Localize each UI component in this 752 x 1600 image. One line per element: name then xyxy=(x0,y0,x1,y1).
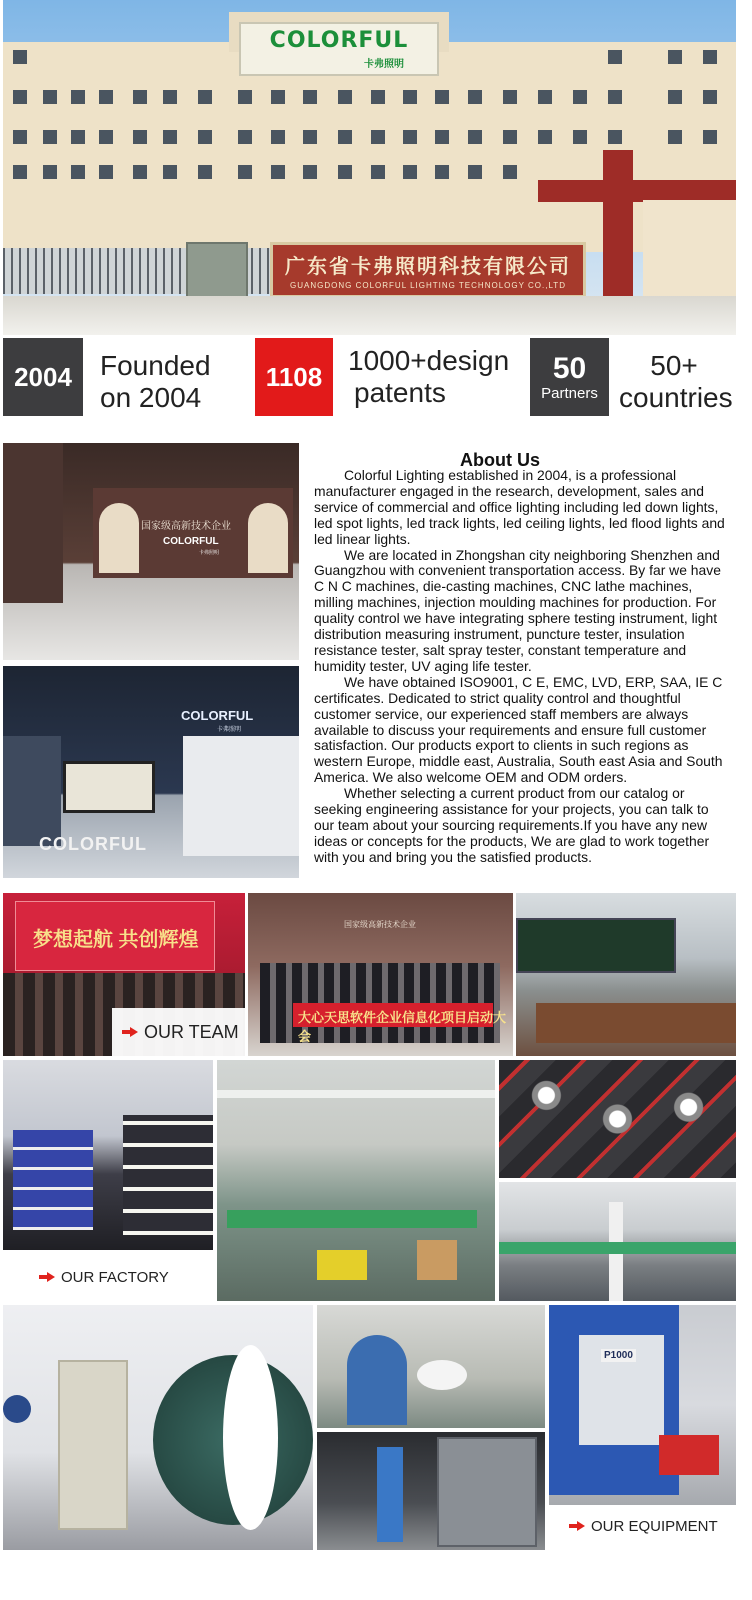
machine-label: P1000 xyxy=(601,1349,636,1362)
showroom-wall-logo: COLORFUL xyxy=(163,536,219,547)
rooftop-logo-cn: 卡弗照明 xyxy=(364,59,404,70)
our-equipment-label xyxy=(549,1505,736,1547)
cnc-machine-photo xyxy=(549,1305,736,1505)
showroom-wall-photo xyxy=(3,443,299,660)
stat-founded-line1: Founded xyxy=(100,350,211,381)
rooftop-logo-sign xyxy=(239,22,439,76)
team-banner-cn: 梦想起航 共创辉煌 xyxy=(33,929,199,951)
office-photo xyxy=(516,893,736,1056)
gate-sign-en: GUANGDONG COLORFUL LIGHTING TECHNOLOGY CO.,LTD xyxy=(290,281,566,290)
red-gate-pillar xyxy=(603,150,633,310)
stat-patents-line2: patents xyxy=(354,377,446,408)
stat-partners-sub: Partners xyxy=(541,384,598,402)
stat-countries-line1: 50+ xyxy=(650,350,698,381)
pavement xyxy=(3,296,736,335)
test-chamber-photo xyxy=(317,1432,545,1550)
lab-microscope-photo xyxy=(317,1305,545,1428)
about-paragraph-2: We are located in Zhongshan city neighboring Shenzhen and Guangzhou with convenient transportation access. By far we have C N C machines, die-casting machines, CNC lathe machines, milling machines, injection moulding machines for production. For quality control we have integrating sphere testing instrument, light distribution measuring instrument, puncture tester, insulation resistance tester, salt spray tester, constant temperature and humidity tester, UV aging life tester. xyxy=(314,546,721,674)
warehouse-photo xyxy=(3,1060,213,1250)
showroom-wall-cn: 国家级高新技术企业 xyxy=(141,521,231,532)
floor-logo: COLORFUL xyxy=(39,834,147,854)
downlight-products-photo xyxy=(499,1060,736,1178)
team-banner2-cn: 大心天思软件企业信息化项目启动大会 xyxy=(298,1010,507,1044)
store-logo: COLORFUL xyxy=(181,708,254,723)
assembly-line-photo xyxy=(217,1060,495,1301)
gate-sign-cn: 广东省卡弗照明科技有限公司 xyxy=(285,256,571,278)
our-equipment-text: OUR EQUIPMENT xyxy=(591,1517,718,1535)
stat-patents-text xyxy=(348,345,509,409)
red-arrow-icon xyxy=(39,1272,55,1282)
our-factory-text: OUR FACTORY xyxy=(61,1268,169,1286)
integrating-sphere-photo xyxy=(3,1305,313,1550)
about-paragraph-1: Colorful Lighting established in 2004, is a professional manufacturer engaged in the research, development, sales and service of commercial and office lighting including led down lights, led spot lights, led track lights, led ceiling lights, led flood lights and led linear lights. xyxy=(314,467,725,547)
company-gate-sign xyxy=(270,242,586,298)
our-team-text: OUR TEAM xyxy=(144,1021,239,1042)
store-logo-sub: 卡弗照明 xyxy=(217,727,242,733)
about-paragraph-3: We have obtained ISO9001, C E, EMC, LVD, ERP, SAA, IE C certificates. Dedicated to strict quality control and thoughtful customer service, our experienced staff members are always available to discuss your requirements and ensure full customer satisfaction. Our products export to clients in such regions as western Europe, middle east, Australia, South east Asia and South America. We also welcome OEM and ODM orders. xyxy=(314,673,723,786)
showroom-store-photo xyxy=(3,666,299,878)
about-body xyxy=(314,468,728,866)
stat-founded-number: 2004 xyxy=(14,361,72,392)
red-arrow-icon xyxy=(569,1521,585,1531)
stat-patents-number: 1108 xyxy=(265,361,323,392)
hero-factory-photo xyxy=(3,0,736,335)
red-gate-beam xyxy=(538,180,736,202)
showroom-wall-logo-sub: 卡弗照明 xyxy=(199,550,220,556)
stat-partners-number: 50 xyxy=(552,351,587,385)
team-showroom-photo xyxy=(248,893,513,1056)
stat-founded-box xyxy=(3,338,83,416)
stat-partners-box xyxy=(530,338,609,416)
stat-countries-text xyxy=(619,350,733,414)
our-factory-label xyxy=(3,1252,213,1302)
stat-founded-text xyxy=(100,350,211,414)
stat-patents-line1: 1000+design xyxy=(348,345,510,376)
gate-side-building xyxy=(643,200,736,310)
about-title: About Us xyxy=(460,450,540,470)
red-arrow-icon xyxy=(122,1027,138,1037)
stat-founded-line2: on 2004 xyxy=(100,382,202,413)
about-paragraph-4: Whether selecting a current product from our catalog or seeking engineering assistance for your projects, you can talk to our team about your sourcing requirements.If you have any new ideas or concepts for the products, We are glad to work together with you and bring you the satisfied products. xyxy=(314,785,710,865)
stat-patents-box xyxy=(255,338,333,416)
our-team-label xyxy=(112,1008,246,1056)
stat-countries-line2: countries xyxy=(619,382,733,413)
production-floor-photo xyxy=(499,1182,736,1301)
rooftop-logo-word: COLORFUL xyxy=(269,28,409,53)
team-showroom-cn: 国家级高新技术企业 xyxy=(344,920,416,929)
